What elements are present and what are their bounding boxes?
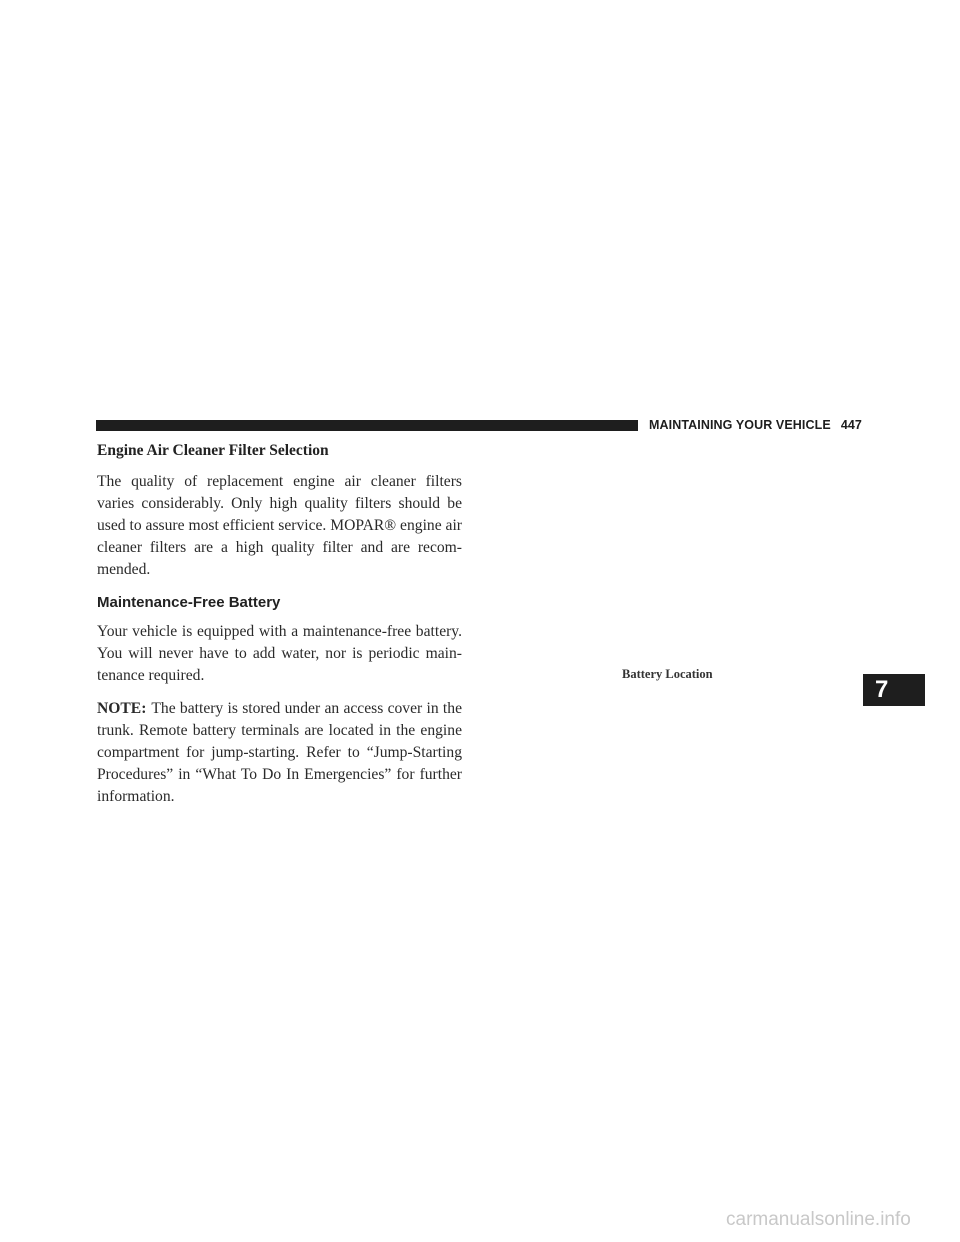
text-line: cleaner filters are a high quality filter and are recom-	[97, 539, 462, 556]
chapter-tab: 7	[863, 674, 925, 706]
running-header	[649, 418, 862, 432]
battery-heading: Maintenance-Free Battery	[97, 594, 281, 611]
section-title: MAINTAINING YOUR VEHICLE	[649, 418, 831, 432]
text-line: mended.	[97, 561, 151, 578]
text-line: information.	[97, 788, 175, 805]
text-line: used to assure most efficient service. MOPAR® engine air	[97, 517, 462, 534]
air-filter-heading: Engine Air Cleaner Filter Selection	[97, 442, 329, 459]
text-line: varies considerably. Only high quality filters should be	[97, 495, 462, 512]
main-column	[97, 440, 462, 819]
figure-caption: Battery Location	[622, 667, 713, 681]
text-line: Procedures” in “What To Do In Emergencies” for further	[97, 766, 462, 783]
battery-paragraph	[97, 621, 462, 687]
text-line: The quality of replacement engine air cleaner filters	[97, 473, 462, 490]
text-line: trunk. Remote battery terminals are located in the engine	[97, 722, 462, 739]
header-rule	[96, 420, 638, 431]
text-line: Your vehicle is equipped with a maintenance-free battery.	[97, 623, 462, 640]
text-line: compartment for jump-starting. Refer to “Jump-Starting	[97, 744, 462, 761]
text-line	[97, 698, 462, 720]
watermark: carmanualsonline.info	[726, 1209, 911, 1230]
battery-note	[97, 698, 462, 808]
text-line: tenance required.	[97, 667, 205, 684]
text-line: You will never have to add water, nor is periodic main-	[97, 645, 462, 662]
air-filter-paragraph	[97, 471, 462, 581]
note-label: NOTE:	[97, 700, 147, 717]
note-text: The battery is stored under an access cover in the	[151, 700, 462, 717]
page-number: 447	[840, 418, 862, 432]
